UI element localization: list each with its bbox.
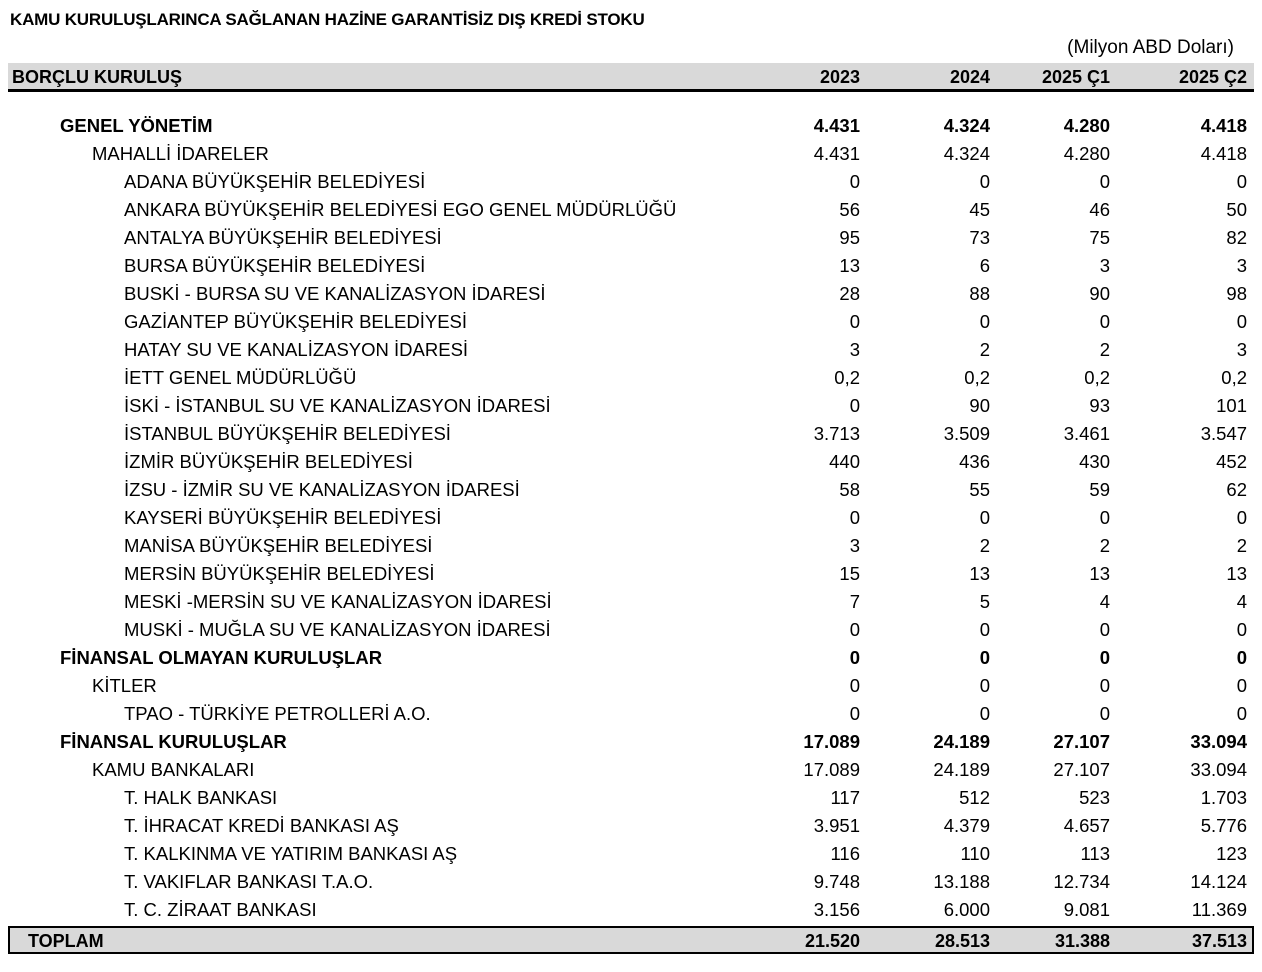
row-label: ADANA BÜYÜKŞEHİR BELEDİYESİ bbox=[124, 171, 426, 192]
row-label: MANİSA BÜYÜKŞEHİR BELEDİYESİ bbox=[124, 535, 433, 556]
row-value: 0 bbox=[979, 619, 990, 640]
total-value: 31.388 bbox=[1054, 931, 1110, 951]
table-row bbox=[0, 896, 1262, 924]
row-value: 14.124 bbox=[1190, 871, 1247, 892]
row-value: 33.094 bbox=[1190, 731, 1247, 752]
row-value: 4.280 bbox=[1063, 143, 1110, 164]
row-value: 82 bbox=[1226, 227, 1247, 248]
row-value: 9.748 bbox=[813, 871, 860, 892]
row-value: 13 bbox=[1089, 563, 1110, 584]
table-row bbox=[0, 560, 1262, 588]
row-value: 0 bbox=[979, 703, 990, 724]
table-row bbox=[0, 504, 1262, 532]
table-row bbox=[0, 448, 1262, 476]
row-label: İZSU - İZMİR SU VE KANALİZASYON İDARESİ bbox=[124, 479, 520, 500]
row-value: 0 bbox=[849, 395, 860, 416]
row-label: T. İHRACAT KREDİ BANKASI AŞ bbox=[124, 815, 399, 836]
row-value: 2 bbox=[1099, 535, 1110, 556]
row-value: 0 bbox=[1236, 171, 1247, 192]
row-value: 4 bbox=[1099, 591, 1110, 612]
row-value: 93 bbox=[1089, 395, 1110, 416]
row-value: 90 bbox=[1089, 283, 1110, 304]
table-row bbox=[0, 532, 1262, 560]
row-value: 0 bbox=[849, 311, 860, 332]
row-value: 110 bbox=[960, 843, 990, 864]
row-value: 4.324 bbox=[943, 143, 990, 164]
row-value: 5 bbox=[979, 591, 990, 612]
row-value: 512 bbox=[959, 787, 990, 808]
row-value: 0 bbox=[1099, 507, 1110, 528]
table-body bbox=[0, 112, 1262, 924]
row-value: 101 bbox=[1216, 395, 1247, 416]
row-value: 113 bbox=[1080, 843, 1110, 864]
row-label: İSTANBUL BÜYÜKŞEHİR BELEDİYESİ bbox=[124, 423, 451, 444]
row-value: 46 bbox=[1089, 199, 1110, 220]
row-value: 0 bbox=[849, 703, 860, 724]
table-row bbox=[0, 112, 1262, 140]
row-value: 5.776 bbox=[1200, 815, 1247, 836]
table-row bbox=[0, 224, 1262, 252]
row-value: 55 bbox=[969, 479, 990, 500]
row-value: 0 bbox=[1236, 675, 1247, 696]
row-value: 452 bbox=[1216, 451, 1247, 472]
row-label: FİNANSAL KURULUŞLAR bbox=[60, 731, 287, 752]
row-value: 13 bbox=[839, 255, 860, 276]
row-value: 0 bbox=[1099, 703, 1110, 724]
row-label: KİTLER bbox=[92, 675, 157, 696]
row-value: 440 bbox=[829, 451, 860, 472]
row-value: 117 bbox=[830, 787, 860, 808]
row-value: 0 bbox=[849, 507, 860, 528]
row-label: GENEL YÖNETİM bbox=[60, 115, 213, 136]
row-value: 13 bbox=[1226, 563, 1247, 584]
row-value: 523 bbox=[1079, 787, 1110, 808]
table-row bbox=[0, 672, 1262, 700]
row-value: 13.188 bbox=[933, 871, 990, 892]
unit-label: (Milyon ABD Doları) bbox=[1067, 37, 1234, 58]
row-label: ANKARA BÜYÜKŞEHİR BELEDİYESİ EGO GENEL MÜDÜRLÜĞÜ bbox=[124, 199, 677, 220]
row-value: 95 bbox=[839, 227, 860, 248]
header-col-2023: 2023 bbox=[819, 67, 860, 87]
row-value: 0 bbox=[1099, 647, 1110, 668]
row-value: 33.094 bbox=[1190, 759, 1247, 780]
row-label: T. HALK BANKASI bbox=[124, 787, 278, 808]
table-row bbox=[0, 588, 1262, 616]
row-value: 3.713 bbox=[813, 423, 860, 444]
row-value: 3.509 bbox=[943, 423, 990, 444]
row-value: 0 bbox=[1236, 647, 1247, 668]
total-label: TOPLAM bbox=[28, 931, 104, 951]
row-label: İSKİ - İSTANBUL SU VE KANALİZASYON İDARESİ bbox=[124, 395, 551, 416]
row-value: 24.189 bbox=[933, 731, 990, 752]
row-label: GAZİANTEP BÜYÜKŞEHİR BELEDİYESİ bbox=[124, 311, 468, 332]
row-value: 90 bbox=[969, 395, 990, 416]
table-row bbox=[0, 196, 1262, 224]
table-row bbox=[0, 392, 1262, 420]
report-title: KAMU KURULUŞLARINCA SAĞLANAN HAZİNE GARANTİSİZ DIŞ KREDİ STOKU bbox=[10, 10, 645, 29]
header-label: BORÇLU KURULUŞ bbox=[12, 67, 182, 87]
row-label: İETT GENEL MÜDÜRLÜĞÜ bbox=[124, 367, 357, 388]
row-value: 4.431 bbox=[813, 115, 860, 136]
row-label: T. VAKIFLAR BANKASI T.A.O. bbox=[124, 871, 374, 892]
row-label: TPAO - TÜRKİYE PETROLLERİ A.O. bbox=[124, 703, 431, 724]
row-label: MERSİN BÜYÜKŞEHİR BELEDİYESİ bbox=[124, 563, 435, 584]
row-value: 24.189 bbox=[933, 759, 990, 780]
row-label: MAHALLİ İDARELER bbox=[92, 143, 269, 164]
total-row bbox=[8, 926, 1254, 954]
table-row bbox=[0, 868, 1262, 896]
table-row bbox=[0, 840, 1262, 868]
header-col-2024: 2024 bbox=[949, 67, 990, 87]
row-value: 2 bbox=[979, 339, 990, 360]
row-value: 45 bbox=[969, 199, 990, 220]
row-value: 0 bbox=[1236, 619, 1247, 640]
row-value: 4.280 bbox=[1063, 115, 1110, 136]
row-value: 2 bbox=[1099, 339, 1110, 360]
row-value: 0 bbox=[979, 507, 990, 528]
row-value: 0 bbox=[979, 675, 990, 696]
table-row bbox=[0, 252, 1262, 280]
row-value: 0 bbox=[979, 311, 990, 332]
table-row bbox=[0, 756, 1262, 784]
table-row bbox=[0, 644, 1262, 672]
row-value: 0 bbox=[1236, 507, 1247, 528]
row-value: 13 bbox=[969, 563, 990, 584]
total-value: 37.513 bbox=[1191, 931, 1247, 951]
row-value: 0 bbox=[849, 675, 860, 696]
header-col-2025-q2: 2025 Ç2 bbox=[1178, 67, 1247, 87]
row-value: 0 bbox=[1099, 619, 1110, 640]
row-label: FİNANSAL OLMAYAN KURULUŞLAR bbox=[60, 647, 383, 668]
row-label: KAYSERİ BÜYÜKŞEHİR BELEDİYESİ bbox=[124, 507, 442, 528]
row-value: 3 bbox=[1236, 255, 1247, 276]
table-row bbox=[0, 784, 1262, 812]
row-value: 0 bbox=[1099, 171, 1110, 192]
row-value: 1.703 bbox=[1200, 787, 1247, 808]
row-value: 4.418 bbox=[1200, 115, 1247, 136]
row-value: 0 bbox=[979, 171, 990, 192]
row-value: 3 bbox=[1099, 255, 1110, 276]
table-row bbox=[0, 616, 1262, 644]
row-value: 98 bbox=[1226, 283, 1247, 304]
row-value: 116 bbox=[830, 843, 860, 864]
row-value: 15 bbox=[839, 563, 860, 584]
row-value: 0 bbox=[849, 647, 860, 668]
row-value: 17.089 bbox=[803, 759, 860, 780]
table-row bbox=[0, 336, 1262, 364]
row-value: 3 bbox=[849, 339, 860, 360]
row-label: MESKİ -MERSİN SU VE KANALİZASYON İDARESİ bbox=[124, 591, 552, 612]
table-row bbox=[0, 728, 1262, 756]
table-row bbox=[0, 308, 1262, 336]
row-value: 27.107 bbox=[1053, 731, 1110, 752]
row-value: 3.951 bbox=[813, 815, 860, 836]
row-value: 3 bbox=[849, 535, 860, 556]
row-value: 12.734 bbox=[1053, 871, 1110, 892]
row-value: 17.089 bbox=[803, 731, 860, 752]
row-value: 0,2 bbox=[1221, 367, 1247, 388]
table-row bbox=[0, 280, 1262, 308]
row-value: 56 bbox=[839, 199, 860, 220]
row-label: HATAY SU VE KANALİZASYON İDARESİ bbox=[124, 339, 469, 360]
row-value: 4.324 bbox=[943, 115, 990, 136]
row-value: 0 bbox=[849, 171, 860, 192]
row-value: 3.547 bbox=[1200, 423, 1247, 444]
table-header bbox=[8, 63, 1254, 92]
row-label: T. C. ZİRAAT BANKASI bbox=[124, 899, 317, 920]
row-value: 59 bbox=[1089, 479, 1110, 500]
row-value: 4.379 bbox=[943, 815, 990, 836]
table-row bbox=[0, 700, 1262, 728]
row-value: 88 bbox=[969, 283, 990, 304]
row-label: KAMU BANKALARI bbox=[92, 759, 255, 780]
row-value: 50 bbox=[1226, 199, 1247, 220]
row-value: 2 bbox=[979, 535, 990, 556]
row-value: 4 bbox=[1236, 591, 1247, 612]
row-value: 0,2 bbox=[1084, 367, 1110, 388]
row-value: 123 bbox=[1216, 843, 1247, 864]
row-value: 28 bbox=[839, 283, 860, 304]
row-label: İZMİR BÜYÜKŞEHİR BELEDİYESİ bbox=[124, 451, 413, 472]
row-value: 0 bbox=[1236, 703, 1247, 724]
row-label: BURSA BÜYÜKŞEHİR BELEDİYESİ bbox=[124, 255, 426, 276]
row-value: 3.156 bbox=[813, 899, 860, 920]
table-row bbox=[0, 140, 1262, 168]
row-value: 6 bbox=[979, 255, 990, 276]
row-value: 3.461 bbox=[1063, 423, 1110, 444]
row-value: 11.369 bbox=[1191, 899, 1247, 920]
row-value: 73 bbox=[969, 227, 990, 248]
total-value: 21.520 bbox=[804, 931, 860, 951]
row-value: 58 bbox=[839, 479, 860, 500]
row-value: 75 bbox=[1089, 227, 1110, 248]
row-value: 0,2 bbox=[834, 367, 860, 388]
row-value: 4.431 bbox=[813, 143, 860, 164]
row-value: 0 bbox=[979, 647, 990, 668]
row-value: 0,2 bbox=[964, 367, 990, 388]
table-row bbox=[0, 420, 1262, 448]
row-value: 4.418 bbox=[1200, 143, 1247, 164]
row-value: 9.081 bbox=[1063, 899, 1110, 920]
row-value: 7 bbox=[849, 591, 860, 612]
row-label: T. KALKINMA VE YATIRIM BANKASI AŞ bbox=[124, 843, 458, 864]
row-value: 62 bbox=[1226, 479, 1247, 500]
row-value: 6.000 bbox=[943, 899, 990, 920]
row-label: ANTALYA BÜYÜKŞEHİR BELEDİYESİ bbox=[124, 227, 442, 248]
total-value: 28.513 bbox=[934, 931, 990, 951]
header-col-2025-q1: 2025 Ç1 bbox=[1041, 67, 1110, 87]
row-value: 436 bbox=[959, 451, 990, 472]
row-value: 4.657 bbox=[1063, 815, 1110, 836]
table-row bbox=[0, 476, 1262, 504]
row-value: 0 bbox=[1099, 675, 1110, 696]
row-value: 3 bbox=[1236, 339, 1247, 360]
row-value: 0 bbox=[849, 619, 860, 640]
row-value: 27.107 bbox=[1053, 759, 1110, 780]
table-row bbox=[0, 168, 1262, 196]
table-row bbox=[0, 812, 1262, 840]
row-label: BUSKİ - BURSA SU VE KANALİZASYON İDARESİ bbox=[124, 283, 546, 304]
row-value: 430 bbox=[1079, 451, 1110, 472]
table-row bbox=[0, 364, 1262, 392]
row-label: MUSKİ - MUĞLA SU VE KANALİZASYON İDARESİ bbox=[124, 619, 551, 640]
row-value: 0 bbox=[1099, 311, 1110, 332]
row-value: 2 bbox=[1236, 535, 1247, 556]
row-value: 0 bbox=[1236, 311, 1247, 332]
